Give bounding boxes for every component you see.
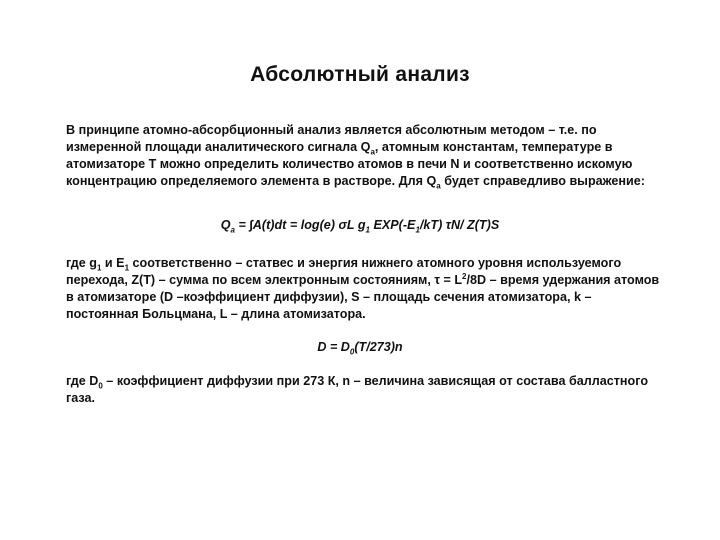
paragraph-d0-text-b: – коэффициент диффузии при 273 К, n – величина зависящая от состава балластного газа.: [66, 374, 649, 405]
paragraph-intro-text-a: В принципе атомно-абсорбционный анализ является абсолютным методом – т.е. по измеренной площади аналитического сигнала Q: [66, 123, 597, 154]
subscript-1: 1: [365, 225, 370, 235]
paragraph-definitions: [66, 255, 666, 323]
formula-qa: [0, 218, 720, 235]
paragraph-definitions-text-a: где g: [66, 256, 97, 270]
subscript-a: a: [370, 147, 375, 157]
formula-qa-lhs: Q: [220, 218, 231, 232]
slide-title: Абсолютный анализ: [250, 63, 470, 86]
formula-diffusion-part1: D = D: [317, 340, 350, 354]
formula-diffusion-part2: (T/273)n: [354, 340, 403, 354]
paragraph-d0-text-a: где D: [66, 374, 99, 388]
subscript-a: a: [230, 225, 235, 235]
subscript-a: a: [436, 181, 441, 191]
paragraph-definitions-text-d: /8D – время удержания атомов в атомизаторе (D –коэффициент диффузии), S – площадь сечения атомизатора, k – постоянная Больцмана, L – длина атомизатора.: [66, 273, 660, 321]
superscript-2: 2: [462, 271, 467, 281]
subscript-0: 0: [98, 381, 103, 391]
subscript-1: 1: [124, 263, 130, 273]
subscript-0: 0: [349, 347, 355, 357]
paragraph-definitions-text-c: соответственно – статвес и энергия нижнего атомного уровня используемого перехода, Z(T) – сумма по всем электронным состояниям, τ = L: [66, 256, 622, 287]
paragraph-intro-text-c: будет справедливо выражение:: [440, 174, 645, 188]
formula-qa-part2: EXP(-E: [369, 218, 416, 232]
paragraph-intro-text-b: , атомным константам, температуре в атомизаторе Т можно определить количество атомов в печи N и соответственно искомую концентрацию определяемого элемента в растворе. Для Q: [66, 140, 633, 188]
paragraph-d0: [66, 373, 666, 407]
formula-qa-part1: = ∫A(t)dt = log(e) σL g: [235, 218, 366, 232]
formula-qa-part3: /kT) τN/ Z(T)S: [419, 218, 500, 232]
subscript-1: 1: [96, 263, 102, 273]
paragraph-definitions-text-b: и E: [101, 256, 125, 270]
paragraph-intro: [66, 122, 666, 190]
formula-diffusion: [0, 340, 720, 357]
subscript-1: 1: [415, 225, 420, 235]
